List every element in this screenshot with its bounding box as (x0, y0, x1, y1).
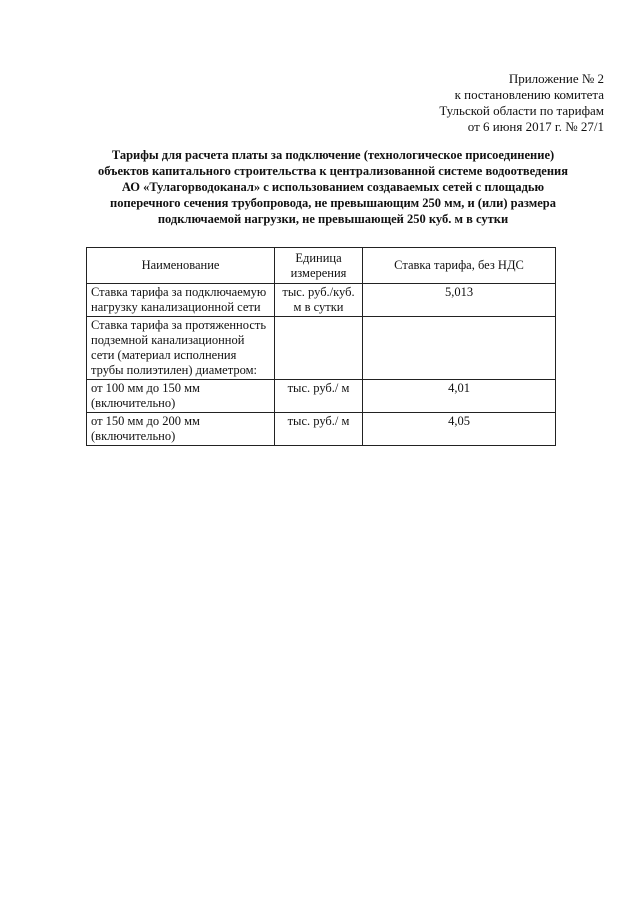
cell-rate (363, 317, 556, 380)
table-row (87, 380, 556, 413)
table-header-row (87, 248, 556, 284)
cell-text: (включительно) (91, 396, 176, 410)
header-unit-line: Единица (295, 250, 342, 265)
cell-unit (275, 317, 363, 380)
appendix-title: Приложение № 2 (508, 71, 604, 86)
cell-rate: 4,05 (363, 413, 556, 446)
cell-text: Ставка тарифа за протяженность (91, 318, 267, 332)
cell-name (87, 284, 275, 317)
cell-name (87, 380, 275, 413)
table-row (87, 317, 556, 380)
appendix-committee-line: Тульской области по тарифам (439, 103, 604, 118)
cell-text: м в сутки (293, 300, 344, 314)
cell-text: тыс. руб./куб. (282, 285, 355, 299)
table-row (87, 413, 556, 446)
cell-text: Ставка тарифа за подключаемую (91, 285, 267, 299)
cell-rate: 5,013 (363, 284, 556, 317)
title-line: поперечного сечения трубопровода, не превышающим 250 мм, и (или) размера (110, 196, 556, 210)
tariff-table (86, 247, 556, 446)
cell-text: подземной канализационной (91, 333, 245, 347)
cell-text: от 100 мм до 150 мм (91, 381, 200, 395)
cell-text: нагрузку канализационной сети (91, 300, 261, 314)
table-row (87, 284, 556, 317)
title-line: АО «Тулагорводоканал» с использованием создаваемых сетей с площадью (121, 180, 545, 194)
header-name: Наименование (87, 248, 275, 284)
cell-text: сети (материал исполнения (91, 348, 237, 362)
title-line: подключаемой нагрузки, не превышающей 250 куб. м в сутки (157, 212, 509, 226)
cell-unit: тыс. руб./ м (275, 413, 363, 446)
cell-name (87, 317, 275, 380)
appendix-header (364, 71, 604, 135)
cell-text: трубы полиэтилен) диаметром: (91, 363, 257, 377)
cell-rate: 4,01 (363, 380, 556, 413)
header-rate: Ставка тарифа, без НДС (363, 248, 556, 284)
cell-text: (включительно) (91, 429, 176, 443)
cell-text: от 150 мм до 200 мм (91, 414, 200, 428)
cell-unit (275, 284, 363, 317)
cell-unit: тыс. руб./ м (275, 380, 363, 413)
title-line: объектов капитального строительства к централизованной системе водоотведения (97, 164, 569, 178)
header-unit (275, 248, 363, 284)
cell-name (87, 413, 275, 446)
header-unit-line: измерения (290, 265, 347, 280)
title-line: Тарифы для расчета платы за подключение (технологическое присоединение) (111, 148, 555, 162)
appendix-date-line: от 6 июня 2017 г. № 27/1 (467, 119, 604, 134)
appendix-resolution-line: к постановлению комитета (454, 87, 604, 102)
document-title (80, 147, 586, 227)
